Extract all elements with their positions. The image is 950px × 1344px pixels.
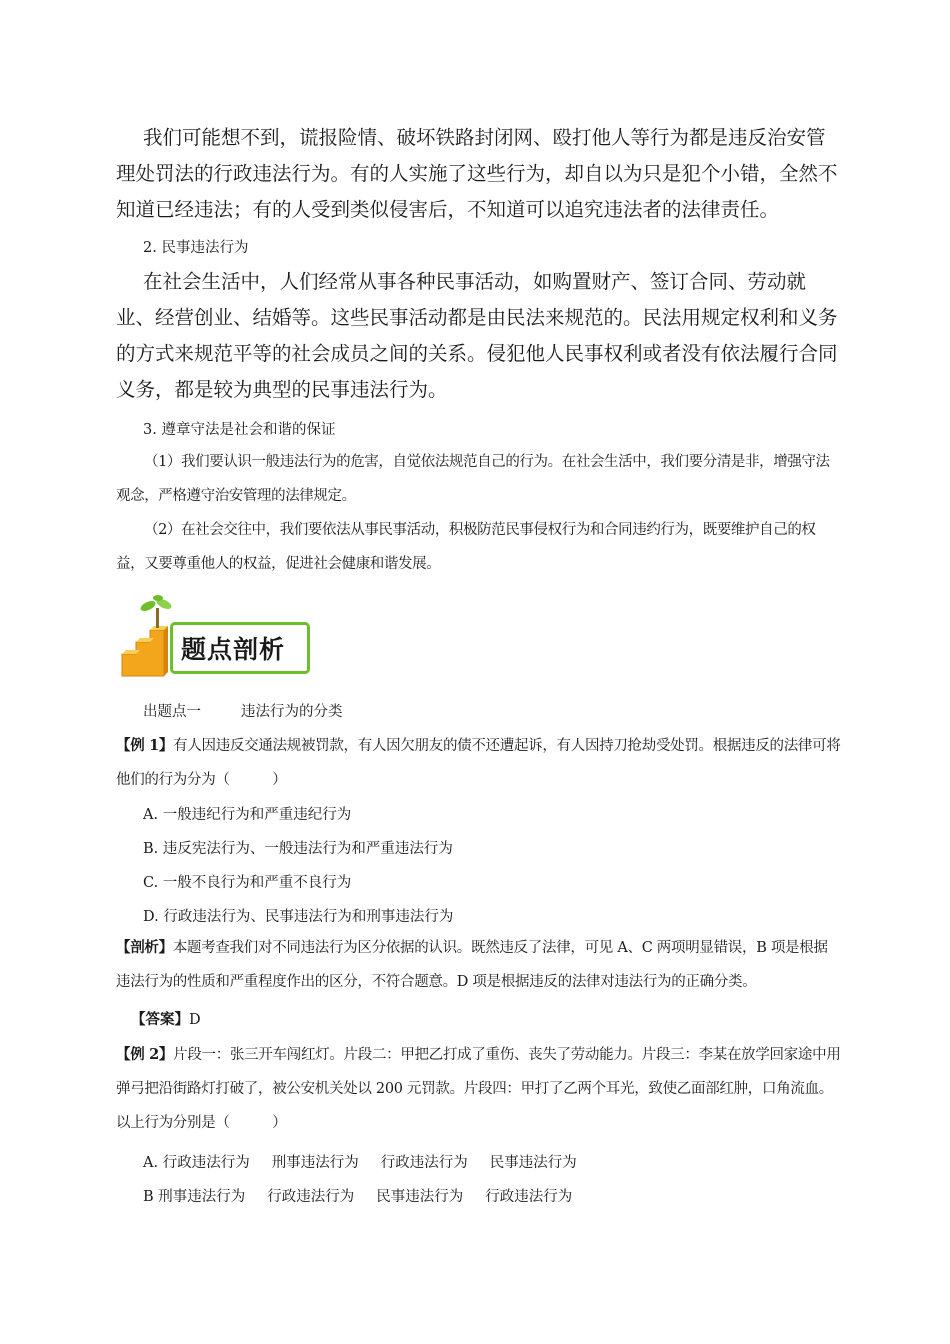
example-2-tag: 【例 2】: [116, 1046, 174, 1063]
example-2-option-a: [143, 1151, 577, 1172]
heading-civil-violations: 2. 民事违法行为: [143, 240, 249, 256]
heading-obey-law: 3. 遵章守法是社会和谐的保证: [143, 422, 336, 438]
topic-name: 违法行为的分类: [241, 704, 343, 720]
example-2-option-b: [143, 1185, 572, 1206]
example-1-question: [116, 729, 841, 797]
option-a-item: 行政违法行为: [380, 1155, 468, 1171]
paragraph-administrative-violations: 我们可能想不到，谎报险情、破坏铁路封闭网、殴打他人等行为都是违反治安管理处罚法的行政违法行为。有的人实施了这些行为，却自以为只是犯个小错，全然不知道已经违法；有的人受到类似侵害后，不知道可以追究违法者的法律责任。: [116, 126, 838, 221]
answer-value: D: [189, 1012, 201, 1028]
option-a-label: A. 行政违法行为: [143, 1155, 250, 1171]
option-b-item: 民事违法行为: [376, 1189, 464, 1205]
option-a-item: 民事违法行为: [489, 1155, 577, 1171]
topic-line: [143, 700, 343, 721]
topic-label: 出题点一: [143, 704, 201, 720]
example-1-tag: 【例 1】: [116, 737, 174, 754]
analysis-tag: 【剖析】: [116, 939, 173, 956]
option-b-item: 行政违法行为: [485, 1189, 573, 1205]
option-b-item: 行政违法行为: [267, 1189, 355, 1205]
badge-title: 题点剖析: [181, 635, 286, 664]
topic-analysis-badge: [118, 594, 310, 680]
example-1-option-d: D. 行政违法行为、民事违法行为和刑事违法行为: [143, 909, 454, 925]
option-a-item: 刑事违法行为: [271, 1155, 359, 1171]
example-1-question-text: 有人因违反交通法规被罚款，有人因欠朋友的债不还遭起诉，有人因持刀抢劫受处罚。根据违反的法律可将他们的行为分为（ ）: [116, 738, 841, 788]
paragraph-point-1: （1）我们要认识一般违法行为的危害，自觉依法规范自己的行为。在社会生活中，我们要分清是非，增强守法观念，严格遵守治安管理的法律规定。: [116, 454, 830, 504]
paragraph-point-2: （2）在社会交往中，我们要依法从事民事活动，积极防范民事侵权行为和合同违约行为，既要维护自己的权益，又要尊重他人的权益，促进社会健康和谐发展。: [116, 522, 816, 572]
example-1-analysis: [116, 931, 841, 999]
example-1-option-c: C. 一般不良行为和严重不良行为: [143, 875, 352, 891]
example-1-option-a: A. 一般违纪行为和严重违纪行为: [143, 807, 352, 823]
option-b-label: B 刑事违法行为: [143, 1189, 246, 1205]
example-2-question: [116, 1038, 841, 1140]
answer-tag: 【答案】: [131, 1011, 189, 1028]
paragraph-civil-violations: 在社会生活中，人们经常从事各种民事活动，如购置财产、签订合同、劳动就业、经营创业、结婚等。这些民事活动都是由民法来规范的。民法用规定权利和义务的方式来规范平等的社会成员之间的关系。侵犯他人民事权利或者没有依法履行合同义务，都是较为典型的民事违法行为。: [116, 270, 838, 401]
example-2-question-text: 片段一：张三开车闯红灯。片段二：甲把乙打成了重伤、丧失了劳动能力。片段三：李某在放学回家途中用弹弓把沿街路灯打破了，被公安机关处以 200 元罚款。片段四：甲打了乙两个耳光，致使乙面部红肿，口角流血。以上行为分别是（ ）: [116, 1047, 841, 1131]
example-1-answer: [131, 1008, 201, 1029]
example-1-option-b: B. 违反宪法行为、一般违法行为和严重违法行为: [143, 841, 453, 857]
analysis-text: 本题考查我们对不同违法行为区分依据的认识。既然违反了法律，可见 A、C 两项明显错误，B 项是根据违法行为的性质和严重程度作出的区分，不符合题意。D 项是根据违反的法律对违法行为的正确分类。: [116, 940, 828, 990]
